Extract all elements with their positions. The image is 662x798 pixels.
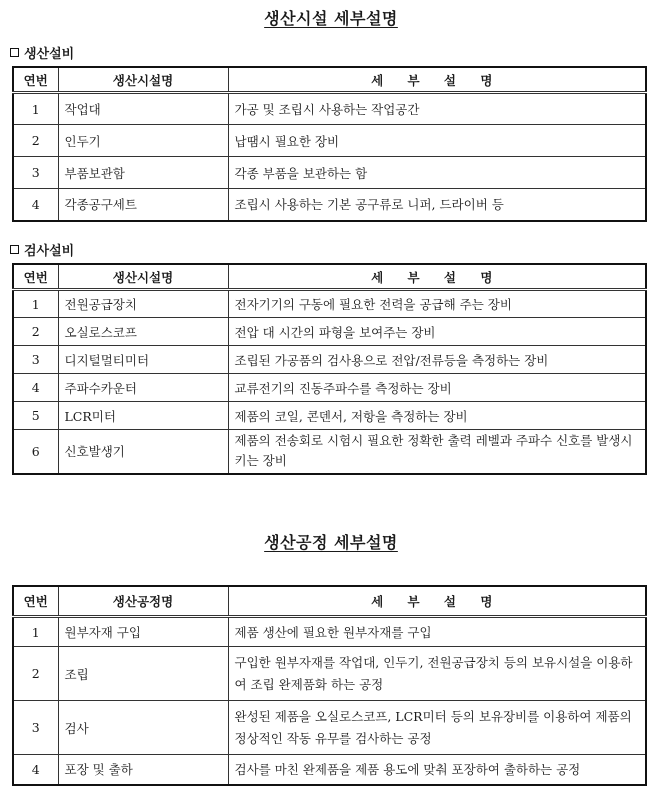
section-inspection-equipment <box>10 240 74 259</box>
row-name: 포장 및 출하 <box>58 755 228 785</box>
row-desc: 조립시 사용하는 기본 공구류로 니퍼, 드라이버 등 <box>228 189 646 221</box>
table-row <box>13 318 646 346</box>
row-desc: 구입한 원부자재를 작업대, 인두기, 전원공급장치 등의 보유시설을 이용하여 조립 완제품화 하는 공정 <box>228 647 646 701</box>
row-no: 4 <box>13 755 58 785</box>
row-name: 각종공구세트 <box>58 189 228 221</box>
table-row <box>13 157 646 189</box>
row-desc: 각종 부품을 보관하는 함 <box>228 157 646 189</box>
row-desc: 제품 생산에 필요한 원부자재를 구입 <box>228 617 646 647</box>
table-row <box>13 346 646 374</box>
header-desc: 세 부 설 명 <box>228 586 646 617</box>
row-no: 3 <box>13 346 58 374</box>
row-name: 작업대 <box>58 93 228 125</box>
section-production-equipment <box>10 43 74 62</box>
row-desc: 제품의 전송회로 시험시 필요한 정확한 출력 레벨과 주파수 신호를 발생시키는 장비 <box>228 430 646 474</box>
row-desc: 가공 및 조립시 사용하는 작업공간 <box>228 93 646 125</box>
row-desc: 제품의 코일, 콘덴서, 저항을 측정하는 장비 <box>228 402 646 430</box>
header-no: 연번 <box>13 67 58 93</box>
row-name: 디지털멀티미터 <box>58 346 228 374</box>
row-name: 오실로스코프 <box>58 318 228 346</box>
header-name: 생산공정명 <box>58 586 228 617</box>
table-row <box>13 290 646 318</box>
row-no: 2 <box>13 318 58 346</box>
process-title: 생산공정 세부설명 <box>264 533 398 552</box>
header-name: 생산시설명 <box>58 67 228 93</box>
row-no: 3 <box>13 157 58 189</box>
inspection-equipment-table <box>12 263 647 475</box>
row-no: 4 <box>13 374 58 402</box>
row-no: 6 <box>13 430 58 474</box>
table-header-row <box>13 586 646 617</box>
row-desc: 교류전기의 진동주파수를 측정하는 장비 <box>228 374 646 402</box>
row-desc: 조립된 가공품의 검사용으로 전압/전류등을 측정하는 장비 <box>228 346 646 374</box>
table-row <box>13 125 646 157</box>
row-name: 검사 <box>58 701 228 755</box>
table-row <box>13 430 646 474</box>
table-row <box>13 93 646 125</box>
table-header-row <box>13 67 646 93</box>
row-desc: 납땜시 필요한 장비 <box>228 125 646 157</box>
header-no: 연번 <box>13 586 58 617</box>
row-name: 주파수카운터 <box>58 374 228 402</box>
table-row <box>13 374 646 402</box>
row-name: 부품보관함 <box>58 157 228 189</box>
facility-title: 생산시설 세부설명 <box>264 9 398 28</box>
row-no: 1 <box>13 617 58 647</box>
row-desc: 완성된 제품을 오실로스코프, LCR미터 등의 보유장비를 이용하여 제품의 정상적인 작동 유무를 검사하는 공정 <box>228 701 646 755</box>
table-row <box>13 402 646 430</box>
checkbox-square-icon <box>10 48 19 57</box>
header-name: 생산시설명 <box>58 264 228 290</box>
row-desc: 검사를 마친 완제품을 제품 용도에 맞춰 포장하여 출하하는 공정 <box>228 755 646 785</box>
table-header-row <box>13 264 646 290</box>
checkbox-square-icon <box>10 245 19 254</box>
production-process-table <box>12 585 647 786</box>
row-no: 1 <box>13 290 58 318</box>
row-desc: 전압 대 시간의 파형을 보여주는 장비 <box>228 318 646 346</box>
row-desc: 전자기기의 구동에 필요한 전력을 공급해 주는 장비 <box>228 290 646 318</box>
row-no: 2 <box>13 647 58 701</box>
production-equipment-table <box>12 66 647 222</box>
table-row <box>13 647 646 701</box>
row-no: 5 <box>13 402 58 430</box>
section-label: 생산설비 <box>24 47 75 62</box>
header-desc: 세 부 설 명 <box>228 264 646 290</box>
row-no: 3 <box>13 701 58 755</box>
row-no: 4 <box>13 189 58 221</box>
header-desc: 세 부 설 명 <box>228 67 646 93</box>
table-row <box>13 617 646 647</box>
row-name: 원부자재 구입 <box>58 617 228 647</box>
row-name: 전원공급장치 <box>58 290 228 318</box>
row-name: LCR미터 <box>58 402 228 430</box>
row-no: 2 <box>13 125 58 157</box>
row-name: 조립 <box>58 647 228 701</box>
row-no: 1 <box>13 93 58 125</box>
row-name: 인두기 <box>58 125 228 157</box>
header-no: 연번 <box>13 264 58 290</box>
table-row <box>13 189 646 221</box>
table-row <box>13 701 646 755</box>
row-name: 신호발생기 <box>58 430 228 474</box>
table-row <box>13 755 646 785</box>
section-label: 검사설비 <box>24 244 75 259</box>
